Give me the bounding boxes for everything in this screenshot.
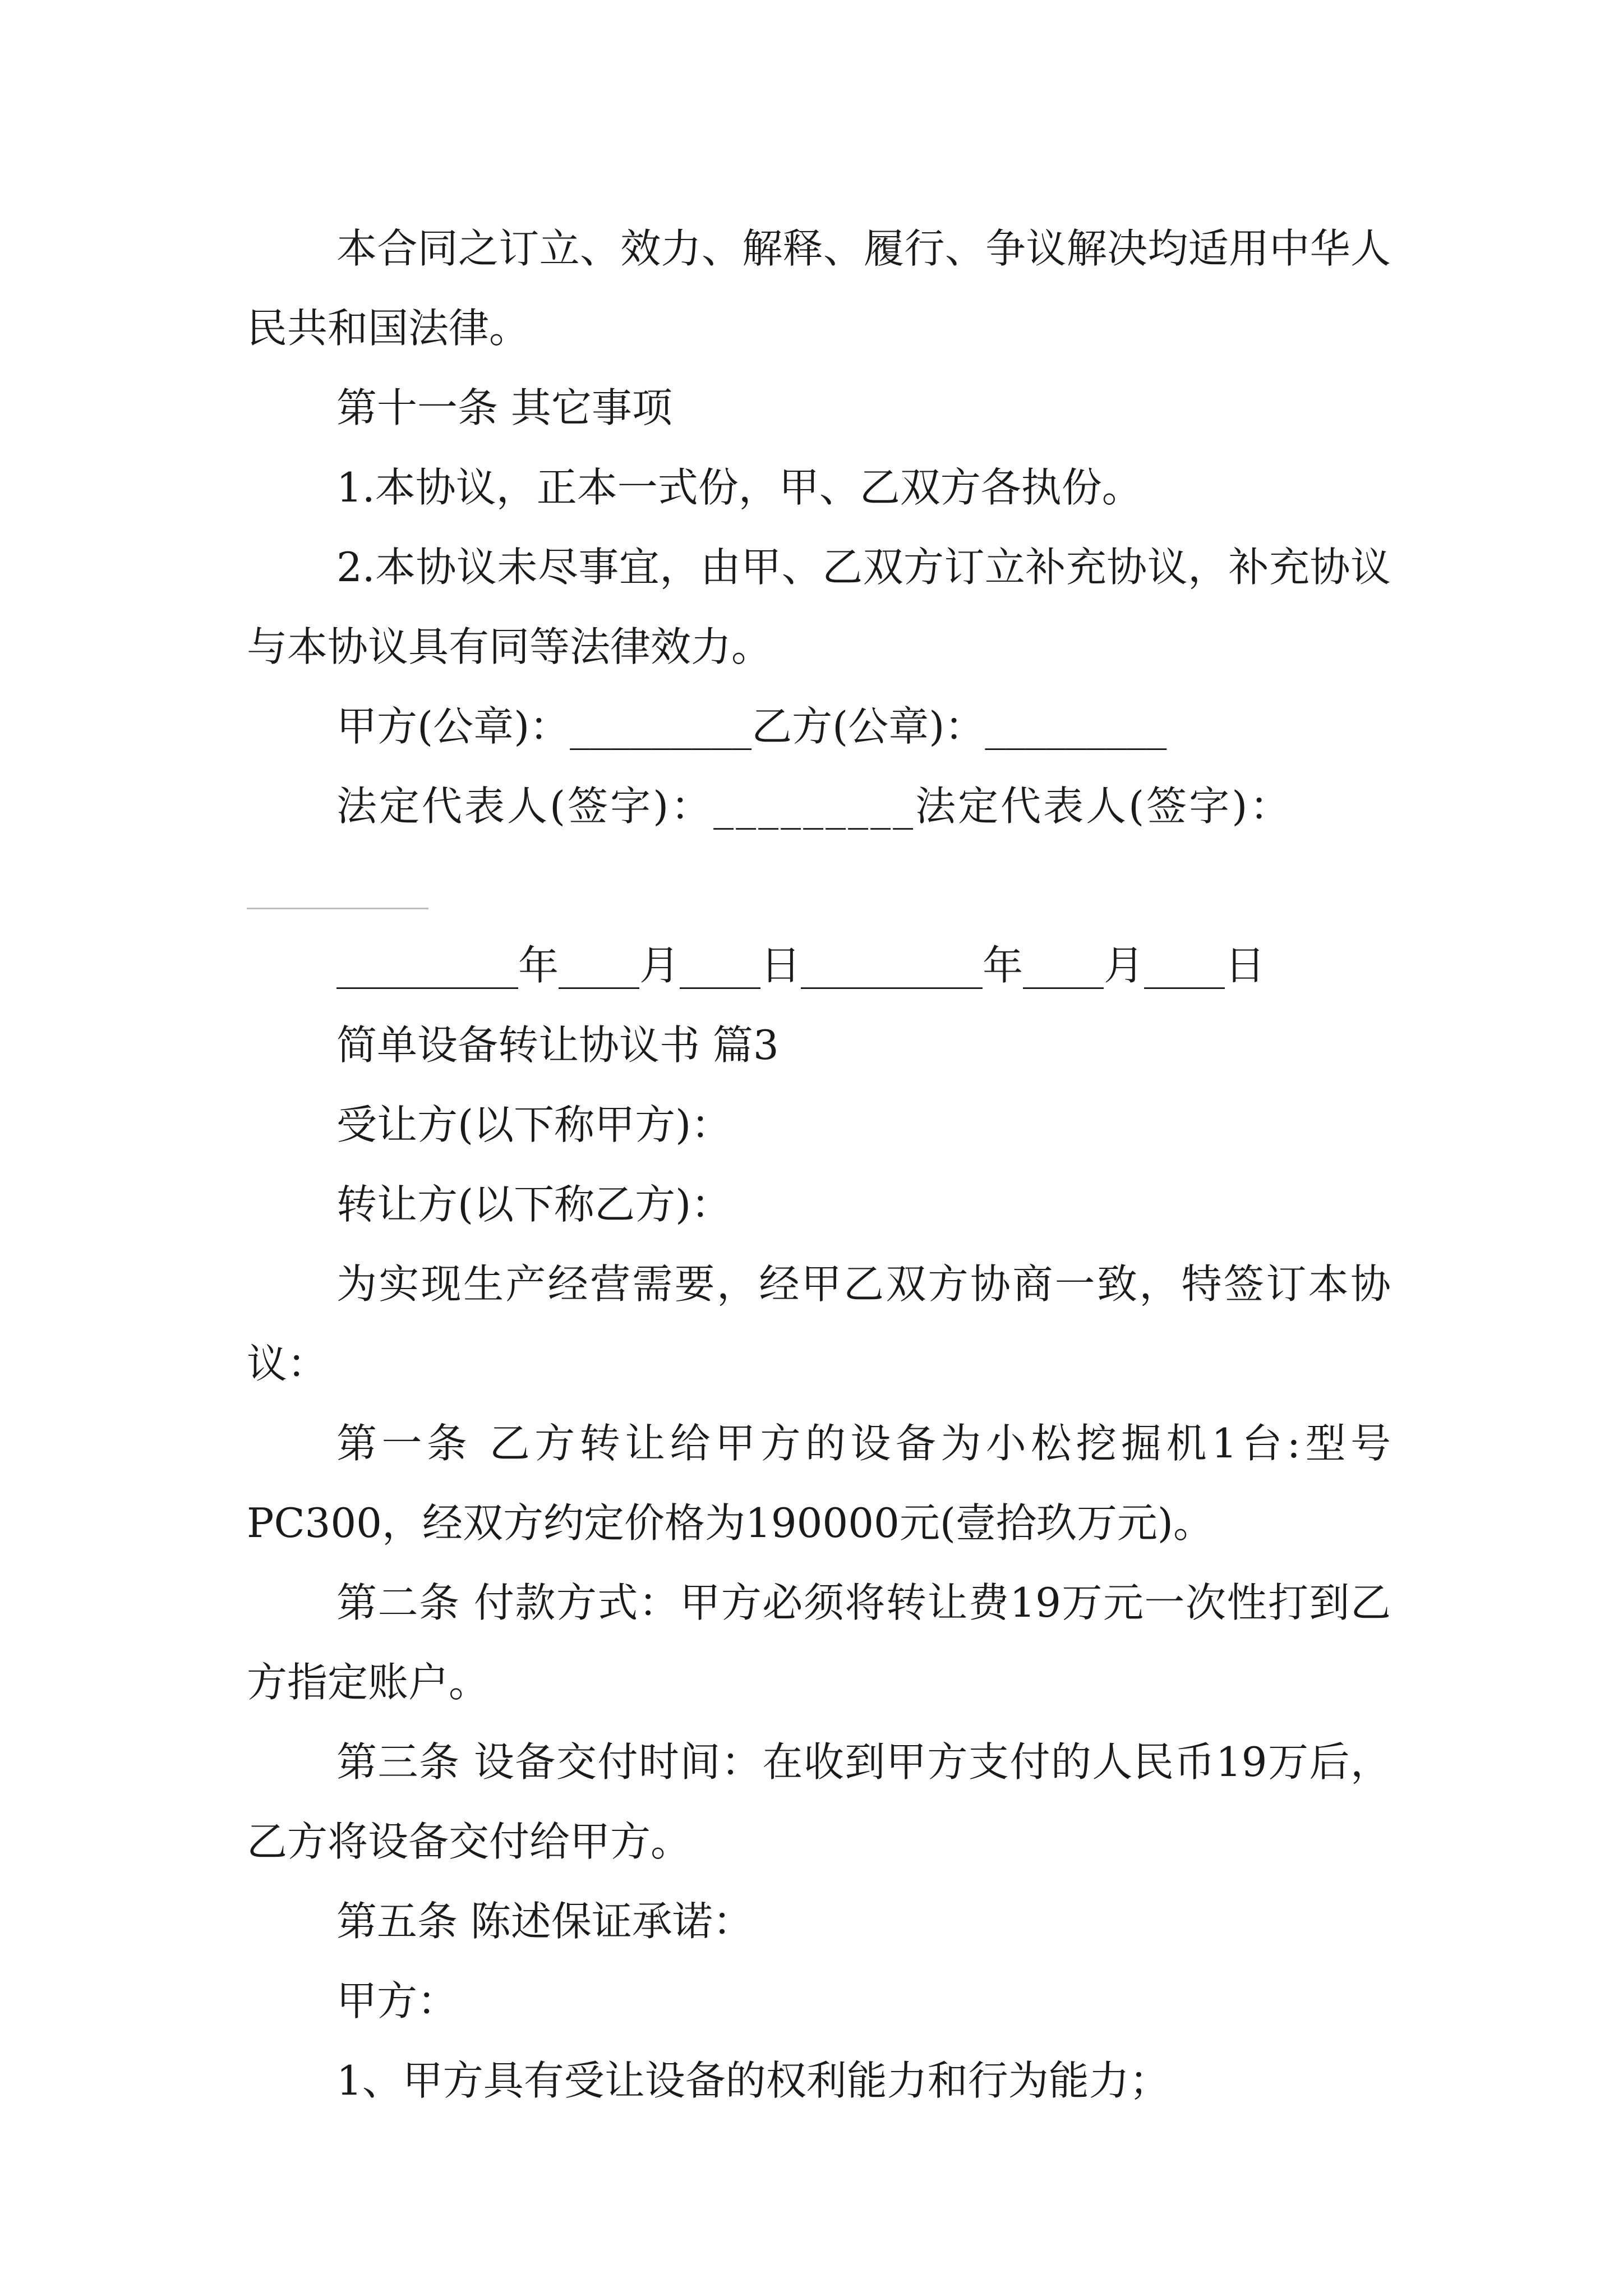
- party-transferor: 转让方(以下称乙方)：: [336, 1181, 732, 1228]
- document-body: [247, 209, 1391, 2120]
- signature-line-seals: 甲方(公章)：_________乙方(公章)：_________: [336, 703, 1167, 750]
- heading-article-11: 第十一条 其它事项: [336, 384, 672, 431]
- paragraph-governing-law: 本合同之订立、效力、解释、履行、争议解决均适用中华人民共和国法律。: [247, 225, 1391, 352]
- signature-blank: _________: [247, 862, 428, 909]
- paragraph-party-a-item-1: 1、甲方具有受让设备的权利能力和行为能力；: [336, 2057, 1170, 2104]
- paragraph-item-1: 1.本协议，正本一式份，甲、乙双方各执份。: [336, 464, 1142, 511]
- paragraph-article-3: 第三条 设备交付时间：在收到甲方支付的人民币19万后，乙方将设备交付给甲方。: [247, 1738, 1391, 1865]
- paragraph-article-2: 第二条 付款方式：甲方必须将转让费19万元一次性打到乙方指定账户。: [247, 1579, 1391, 1706]
- paragraph-preamble: 为实现生产经营需要，经甲乙双方协商一致，特签订本协议：: [247, 1260, 1391, 1387]
- paragraph-article-1: 第一条 乙方转让给甲方的设备为小松挖掘机1台:型号PC300，经双方约定价格为190000元(壹拾玖万元)。: [247, 1420, 1391, 1547]
- section-title: 简单设备转让协议书 篇3: [336, 1022, 779, 1069]
- signature-line-representatives: 法定代表人(签字)：_________法定代表人(签字)：: [336, 783, 1293, 830]
- party-transferee: 受让方(以下称甲方)：: [336, 1101, 732, 1148]
- date-line: _________年____月____日_________年____月____日: [336, 942, 1265, 989]
- party-a-label: 甲方：: [336, 1977, 458, 2024]
- paragraph-item-2: 2.本协议未尽事宜，由甲、乙双方订立补充协议，补充协议与本协议具有同等法律效力。: [247, 544, 1391, 670]
- heading-article-5: 第五条 陈述保证承诺：: [336, 1898, 753, 1945]
